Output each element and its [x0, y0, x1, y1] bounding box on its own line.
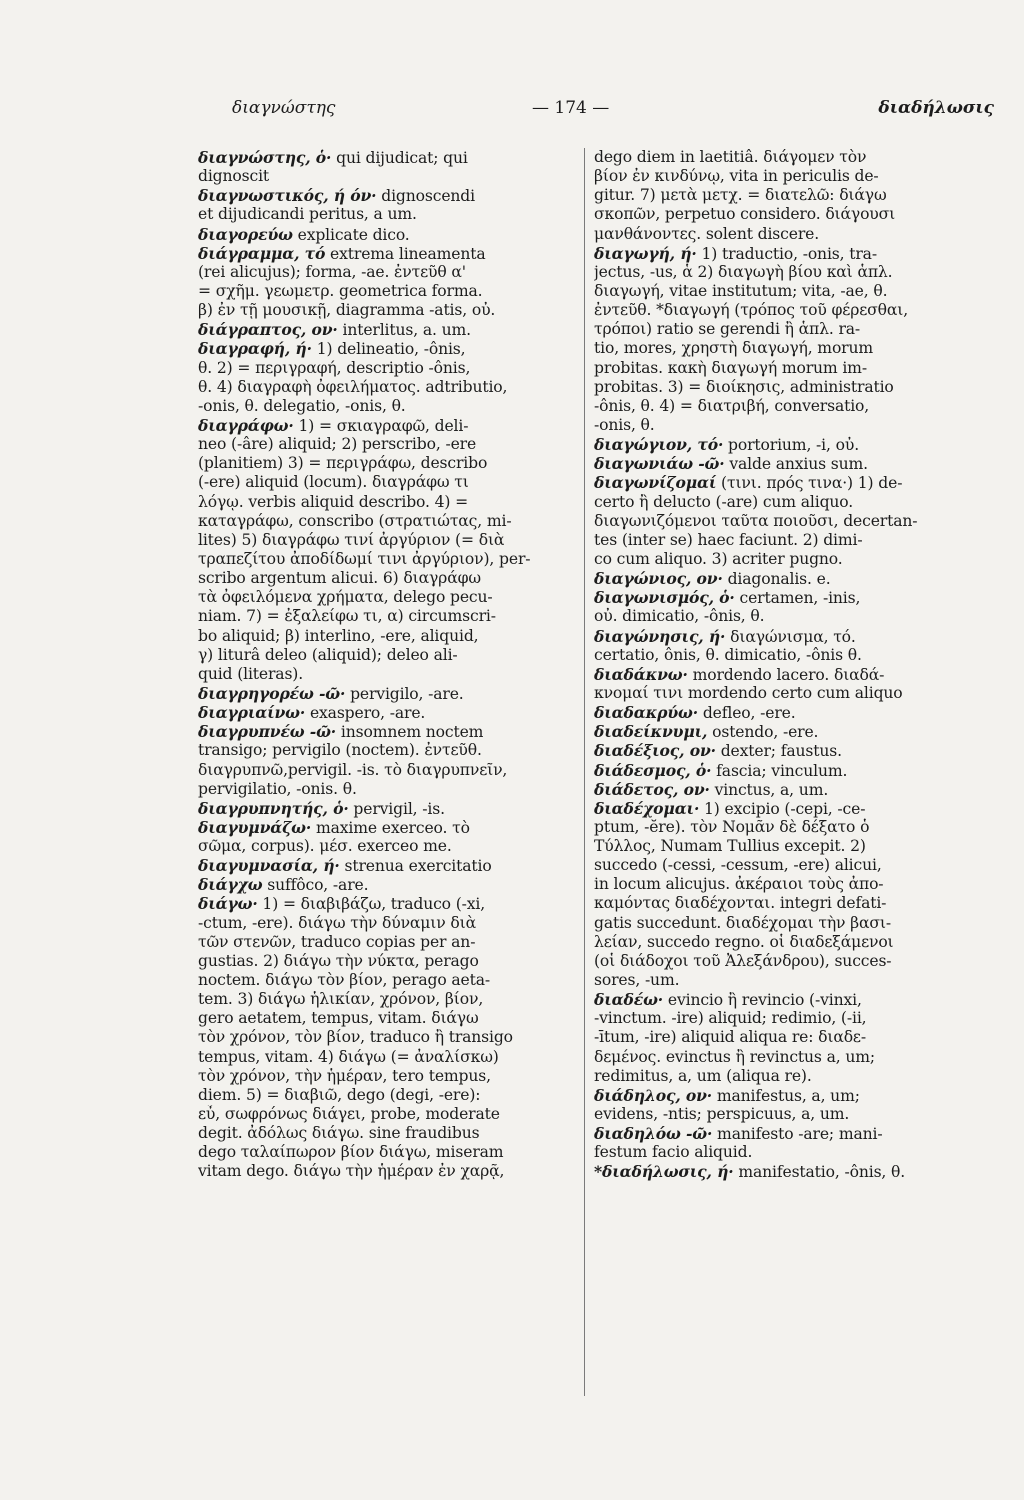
entry-headword: διαγωνιάω -ῶ· — [594, 454, 725, 474]
entry-text: maxime exerceo. τὸ — [311, 818, 470, 837]
entry-headword: διαδείκνυμι, — [594, 722, 708, 742]
dictionary-line — [198, 1086, 570, 1105]
entry-text: transigo; pervigilo (noctem). ἐντεῦθ. — [198, 741, 482, 760]
left-column — [198, 148, 570, 1182]
dictionary-line — [198, 1067, 570, 1086]
dictionary-line — [198, 780, 570, 799]
entry-text: extrema lineamenta — [325, 244, 486, 263]
dictionary-line — [594, 914, 976, 933]
entry-text: ἐντεῦθ. *διαγωγή (τρόπος τοῦ φέρεσθαι, — [594, 301, 909, 320]
column-divider — [584, 148, 585, 1396]
entry-text: manifestus, a, um; — [712, 1086, 860, 1105]
dictionary-line — [198, 416, 570, 435]
dictionary-line — [198, 493, 570, 512]
entry-headword: διαγράφω· — [198, 415, 294, 435]
entry-text: gitur. 7) μετὰ μετχ. = διατελῶ: διάγω — [594, 186, 887, 205]
header-left-guideword: διαγνώστης — [232, 98, 336, 118]
entry-text: βίον ἐν κινδύνῳ, vita in periculis de- — [594, 167, 879, 186]
entry-text: γ) liturâ deleo (aliquid); deleo ali- — [198, 645, 458, 664]
entry-text: manifesto -are; mani- — [712, 1125, 883, 1144]
dictionary-line — [594, 244, 976, 263]
dictionary-line — [594, 607, 976, 626]
entry-text: certamen, -inis, — [734, 589, 861, 608]
dictionary-line — [198, 435, 570, 454]
entry-text: (rei alicujus); forma, -ae. ἐντεῦθ α' — [198, 262, 466, 281]
entry-text: τὰ ὀφειλόμενα χρήματα, delego pecu- — [198, 588, 493, 607]
dictionary-line — [594, 1028, 976, 1047]
entry-text: vitam dego. διάγω τὴν ἡμέραν ἐν χαρᾷ, — [198, 1162, 505, 1181]
dictionary-line — [594, 875, 976, 894]
dictionary-line — [198, 320, 570, 339]
entry-text: in locum alicujus. ἀκέραιοι τοὺς ἀπο- — [594, 875, 884, 894]
entry-text: σῶμα, corpus). μέσ. exerceo me. — [198, 837, 452, 856]
entry-text: τρόποι) ratio se gerendi ἢ ἁπλ. ra- — [594, 320, 861, 339]
entry-text: καμόντας διαδέχονται. integri defati- — [594, 894, 887, 913]
dictionary-line — [594, 933, 976, 952]
entry-text: β) ἐν τῇ μουσικῇ, diagramma -atis, οὐ. — [198, 301, 496, 320]
dictionary-line — [594, 205, 976, 224]
entry-text: sores, -um. — [594, 971, 680, 990]
entry-text: -vinctum. -ire) aliquid; redimio, (-ii, — [594, 1009, 867, 1028]
entry-text: οὐ. dimicatio, -ônis, θ. — [594, 607, 765, 626]
entry-text: -ītum, -ire) aliquid aliqua re: διαδε- — [594, 1028, 866, 1047]
entry-headword: διαγώνιος, ον· — [594, 569, 723, 589]
dictionary-line — [594, 550, 976, 569]
entry-headword: διάγω· — [198, 894, 258, 914]
dictionary-line — [594, 1124, 976, 1143]
entry-text: explicate dico. — [292, 225, 410, 244]
dictionary-line — [594, 1086, 976, 1105]
entry-text: θ. 4) διαγραφὴ ὀφειλήματος. adtributio, — [198, 377, 508, 396]
dictionary-line — [594, 320, 976, 339]
dictionary-line — [198, 914, 570, 933]
entry-headword: διαγνώστης, ὁ· — [198, 148, 332, 167]
dictionary-line — [594, 684, 976, 703]
entry-headword: διαγριαίνω· — [198, 703, 306, 723]
entry-text: 1) excipio (-cepi, -ce- — [699, 799, 866, 818]
dictionary-line — [198, 933, 570, 952]
entry-text: pervigil, -is. — [348, 799, 445, 818]
entry-headword: διαγρυπνητής, ὁ· — [198, 798, 349, 818]
entry-text: (planitiem) 3) = περιγράφω, describo — [198, 454, 488, 473]
entry-text: dignoscit — [198, 167, 270, 186]
entry-text: δεμένος. evinctus ἢ revinctus a, um; — [594, 1047, 875, 1066]
dictionary-line — [594, 665, 976, 684]
entry-text: dignoscendi — [376, 187, 475, 206]
entry-text: succedo (-cessi, -cessum, -ere) alicui, — [594, 856, 882, 875]
dictionary-line — [594, 454, 976, 473]
dictionary-line — [594, 952, 976, 971]
entry-headword: διάδηλος, ον· — [594, 1085, 713, 1105]
entry-text: 1) delineatio, -ônis, — [311, 340, 466, 359]
dictionary-line — [198, 665, 570, 684]
entry-text: dexter; faustus. — [715, 742, 842, 761]
entry-text: suffôco, -are. — [262, 876, 369, 895]
dictionary-line — [198, 607, 570, 626]
entry-headword: διάδεσμος, ὁ· — [594, 760, 712, 780]
dictionary-line — [198, 952, 570, 971]
dictionary-line — [198, 818, 570, 837]
dictionary-line — [594, 569, 976, 588]
entry-text: pervigilatio, -onis. θ. — [198, 779, 357, 798]
dictionary-line — [594, 1162, 976, 1181]
entry-headword: διαδέξιος, ον· — [594, 741, 716, 761]
entry-text: interlitus, a. um. — [337, 321, 471, 340]
entry-headword: διαδέχομαι· — [594, 798, 700, 818]
entry-headword: διαγυμνασία, ή· — [198, 856, 340, 876]
entry-headword: διαγορεύω — [198, 224, 293, 244]
entry-headword: διαγωγή, ή· — [594, 243, 697, 263]
dictionary-line — [594, 588, 976, 607]
entry-text: niam. 7) = ἐξαλείφω τι, α) circumscri- — [198, 607, 496, 626]
entry-text: εὖ, σωφρόνως διάγει, probe, moderate — [198, 1105, 500, 1124]
dictionary-line — [594, 225, 976, 244]
dictionary-line — [594, 512, 976, 531]
entry-text: jectus, -us, ἁ 2) διαγωγὴ βίου καὶ ἁπλ. — [594, 262, 893, 281]
entry-text: evincio ἢ revincio (-vinxi, — [663, 991, 862, 1010]
entry-text: καταγράφω, conscribo (στρατιώτας, mi- — [198, 511, 512, 530]
entry-text: μανθάνοντες. solent discere. — [594, 224, 820, 243]
dictionary-line — [198, 875, 570, 894]
dictionary-line — [198, 1048, 570, 1067]
dictionary-line — [594, 837, 976, 856]
dictionary-line — [198, 894, 570, 913]
entry-text: Τύλλος, Numam Tullius excepit. 2) — [594, 837, 866, 856]
dictionary-line — [594, 627, 976, 646]
dictionary-line — [594, 531, 976, 550]
entry-text: gatis succedunt. διαδέχομαι τὴν βασι- — [594, 913, 891, 932]
entry-text: co cum aliquo. 3) acriter pugno. — [594, 549, 843, 568]
entry-text: festum facio aliquid. — [594, 1143, 753, 1162]
entry-headword: διαγώνησις, ή· — [594, 626, 726, 646]
entry-headword: διάγραπτος, ον· — [198, 320, 338, 340]
entry-text: ostendo, -ere. — [707, 723, 819, 742]
entry-text: -onis, θ. — [594, 415, 655, 434]
dictionary-line — [198, 761, 570, 780]
dictionary-line — [594, 435, 976, 454]
dictionary-line — [198, 473, 570, 492]
dictionary-line — [594, 378, 976, 397]
entry-text: -ctum, -ere). διάγω τὴν δύναμιν διὰ — [198, 913, 476, 932]
entry-text: σκοπῶν, perpetuo considero. διάγουσι — [594, 205, 896, 224]
entry-headword: διαδέω· — [594, 990, 664, 1010]
entry-headword: διαγυμνάζω· — [198, 817, 312, 837]
entry-headword: διαγνωστικός, ή όν· — [198, 186, 377, 206]
dictionary-line — [198, 1028, 570, 1047]
entry-text: διαγώνισμα, τό. — [725, 627, 856, 646]
entry-headword: διαγρηγορέω -ῶ· — [198, 683, 346, 703]
dictionary-line — [198, 722, 570, 741]
dictionary-line — [594, 167, 976, 186]
dictionary-line — [594, 1105, 976, 1124]
dictionary-line — [198, 186, 570, 205]
entry-text: noctem. διάγω τὸν βίον, perago aeta- — [198, 971, 490, 990]
entry-text: redimitus, a, um (aliqua re). — [594, 1066, 812, 1085]
entry-text: κνομαί τινι mordendo certo cum aliquo — [594, 683, 903, 702]
entry-text: tem. 3) διάγω ἡλικίαν, χρόνον, βίον, — [198, 990, 484, 1009]
dictionary-line — [198, 167, 570, 186]
entry-text: tio, mores, χρηστὴ διαγωγή, morum — [594, 339, 874, 358]
dictionary-line — [198, 512, 570, 531]
dictionary-line — [198, 684, 570, 703]
dictionary-line — [594, 703, 976, 722]
dictionary-line — [594, 646, 976, 665]
right-column — [594, 148, 976, 1182]
entry-text: lites) 5) διαγράφω τινί ἀργύριον (= διὰ — [198, 530, 505, 549]
entry-text: probitas. κακὴ διαγωγή morum im- — [594, 358, 867, 377]
entry-headword: διαδάκνω· — [594, 664, 688, 684]
entry-text: bo aliquid; β) interlino, -ere, aliquid, — [198, 626, 479, 645]
dictionary-line — [594, 818, 976, 837]
dictionary-line — [198, 646, 570, 665]
entry-text: (οἱ διάδοχοι τοῦ Ἀλεξάνδρου), succes- — [594, 951, 892, 970]
dictionary-line — [198, 1009, 570, 1028]
entry-text: dego diem in laetitiâ. διάγομεν τὸν — [594, 148, 867, 166]
entry-text: διαγωνιζόμενοι ταῦτα ποιοῦσι, decertan- — [594, 511, 918, 530]
entry-text: evidens, -ntis; perspicuus, a, um. — [594, 1105, 850, 1124]
dictionary-line — [198, 799, 570, 818]
entry-headword: διαδακρύω· — [594, 703, 699, 723]
entry-headword: διαγωνίζομαί — [594, 473, 717, 493]
entry-text: 1) = σκιαγραφῶ, deli- — [293, 416, 469, 435]
dictionary-line — [594, 397, 976, 416]
dictionary-line — [594, 1143, 976, 1162]
dictionary-line — [198, 339, 570, 358]
dictionary-line — [594, 416, 976, 435]
entry-text: θ. 2) = περιγραφή, descriptio -ônis, — [198, 358, 471, 377]
dictionary-line — [198, 971, 570, 990]
entry-text: 1) traductio, -onis, tra- — [696, 244, 877, 263]
entry-text: tempus, vitam. 4) διάγω (= ἀναλίσκω) — [198, 1047, 499, 1066]
dictionary-line — [594, 971, 976, 990]
dictionary-line — [198, 454, 570, 473]
entry-text: manifestatio, -ônis, θ. — [733, 1163, 906, 1182]
dictionary-line — [594, 493, 976, 512]
entry-text: exaspero, -are. — [305, 704, 426, 723]
entry-text: λόγῳ. verbis aliquid describo. 4) = — [198, 492, 469, 511]
dictionary-line — [198, 397, 570, 416]
entry-headword: διαγραφή, ή· — [198, 339, 312, 359]
dictionary-line — [198, 588, 570, 607]
dictionary-line — [594, 856, 976, 875]
entry-headword: *διαδήλωσις, ή· — [594, 1162, 734, 1182]
dictionary-line — [198, 550, 570, 569]
dictionary-line — [198, 1162, 570, 1181]
entry-text: quid (literas). — [198, 664, 304, 683]
entry-text: gero aetatem, tempus, vitam. διάγω — [198, 1009, 479, 1028]
dictionary-line — [198, 1143, 570, 1162]
entry-text: certatio, ônis, θ. dimicatio, -ônis θ. — [594, 645, 862, 664]
dictionary-line — [198, 741, 570, 760]
entry-text: degit. ἀδόλως διάγω. sine fraudibus — [198, 1124, 480, 1143]
entry-text: vinctus, a, um. — [709, 780, 829, 799]
dictionary-line — [198, 263, 570, 282]
entry-text: διαγρυπνῶ,pervigil. -is. τὸ διαγρυπνεῖν, — [198, 760, 508, 779]
entry-text: valde anxius sum. — [724, 455, 868, 474]
entry-text: strenua exercitatio — [339, 857, 492, 876]
entry-headword: διαγώγιον, τό· — [594, 435, 724, 455]
entry-text: dego ταλαίπωρον βίον διάγω, miseram — [198, 1143, 504, 1162]
dictionary-line — [198, 856, 570, 875]
entry-text: τὸν χρόνον, τὴν ἡμέραν, tero tempus, — [198, 1066, 491, 1085]
entry-text: = σχῆμ. γεωμετρ. geometrica forma. — [198, 281, 483, 300]
entry-text: scribo argentum alicui. 6) διαγράφω — [198, 569, 481, 588]
dictionary-line — [594, 473, 976, 492]
entry-text: certo ἢ delucto (-are) cum aliquo. — [594, 492, 854, 511]
dictionary-line — [594, 761, 976, 780]
entry-text: -ônis, θ. 4) = διατριβή, conversatio, — [594, 396, 870, 415]
entry-text: τραπεζίτου ἀποδίδωμί τινι ἀργύριον), per- — [198, 549, 531, 568]
entry-text: mordendo lacero. διαδά- — [687, 665, 885, 684]
dictionary-line — [594, 722, 976, 741]
dictionary-line — [198, 1124, 570, 1143]
header-right-guideword: διαδήλωσις — [878, 98, 994, 118]
dictionary-line — [198, 627, 570, 646]
dictionary-line — [198, 282, 570, 301]
dictionary-line — [198, 359, 570, 378]
dictionary-line — [594, 359, 976, 378]
entry-text: et dijudicandi peritus, a um. — [198, 205, 417, 224]
entry-headword: διάγχω — [198, 875, 263, 895]
entry-text: τὸν χρόνον, τὸν βίον, traduco ἢ transigo — [198, 1028, 513, 1047]
dictionary-line — [594, 741, 976, 760]
dictionary-line — [594, 990, 976, 1009]
entry-text: τῶν στενῶν, traduco copias per an- — [198, 932, 476, 951]
dictionary-line — [198, 990, 570, 1009]
dictionary-line — [198, 225, 570, 244]
entry-text: -onis, θ. delegatio, -onis, θ. — [198, 396, 406, 415]
entry-text: diagonalis. e. — [722, 570, 831, 589]
entry-text: tes (inter se) haec faciunt. 2) dimi- — [594, 530, 863, 549]
dictionary-line — [594, 780, 976, 799]
page-header — [232, 98, 994, 128]
entry-text: gustias. 2) διάγω τὴν νύκτα, perago — [198, 951, 479, 970]
dictionary-line — [594, 186, 976, 205]
entry-text: portorium, -i, οὐ. — [723, 436, 859, 455]
dictionary-line — [198, 1105, 570, 1124]
dictionary-line — [594, 339, 976, 358]
dictionary-line — [594, 1048, 976, 1067]
entry-text: neo (-âre) aliquid; 2) perscribo, -ere — [198, 435, 477, 454]
dictionary-line — [198, 378, 570, 397]
dictionary-line — [594, 282, 976, 301]
entry-text: λείαν, succedo regno. οἱ διαδεξάμενοι — [594, 932, 894, 951]
dictionary-line — [594, 799, 976, 818]
entry-text: fascia; vinculum. — [711, 761, 848, 780]
page-number: — 174 — — [532, 98, 610, 118]
entry-text: (-ere) aliquid (locum). διαγράφω τι — [198, 473, 469, 492]
entry-text: διαγωγή, vitae institutum; vita, -ae, θ. — [594, 281, 888, 300]
dictionary-line — [198, 244, 570, 263]
entry-text: 1) = διαβιβάζω, traduco (-xi, — [257, 895, 486, 914]
entry-text: defleo, -ere. — [698, 704, 796, 723]
dictionary-line — [594, 894, 976, 913]
dictionary-line — [594, 148, 976, 167]
entry-text: diem. 5) = διαβιῶ, dego (degi, -ere): — [198, 1085, 481, 1104]
entry-text: probitas. 3) = διοίκησις, administratio — [594, 377, 894, 396]
entry-headword: διαδηλόω -ῶ· — [594, 1124, 713, 1144]
dictionary-line — [198, 531, 570, 550]
entry-headword: διαγρυπνέω -ῶ· — [198, 722, 337, 742]
dictionary-line — [198, 205, 570, 224]
entry-headword: διάγραμμα, τό — [198, 243, 326, 263]
dictionary-line — [594, 263, 976, 282]
dictionary-line — [198, 148, 570, 167]
entry-text: pervigilo, -are. — [345, 684, 464, 703]
dictionary-line — [594, 301, 976, 320]
dictionary-line — [594, 1009, 976, 1028]
entry-text: (τινι. πρός τινα·) 1) de- — [716, 474, 903, 493]
dictionary-line — [198, 703, 570, 722]
entry-text: insomnem noctem — [336, 723, 484, 742]
entry-text: ptum, -ĕre). τὸν Νομᾶν δὲ δέξατο ὁ — [594, 817, 870, 836]
entry-headword: διαγωνισμός, ὁ· — [594, 588, 735, 608]
dictionary-line — [198, 301, 570, 320]
dictionary-line — [198, 837, 570, 856]
dictionary-line — [594, 1067, 976, 1086]
dictionary-line — [198, 569, 570, 588]
entry-text: qui dijudicat; qui — [331, 149, 468, 167]
entry-headword: διάδετος, ον· — [594, 779, 710, 799]
